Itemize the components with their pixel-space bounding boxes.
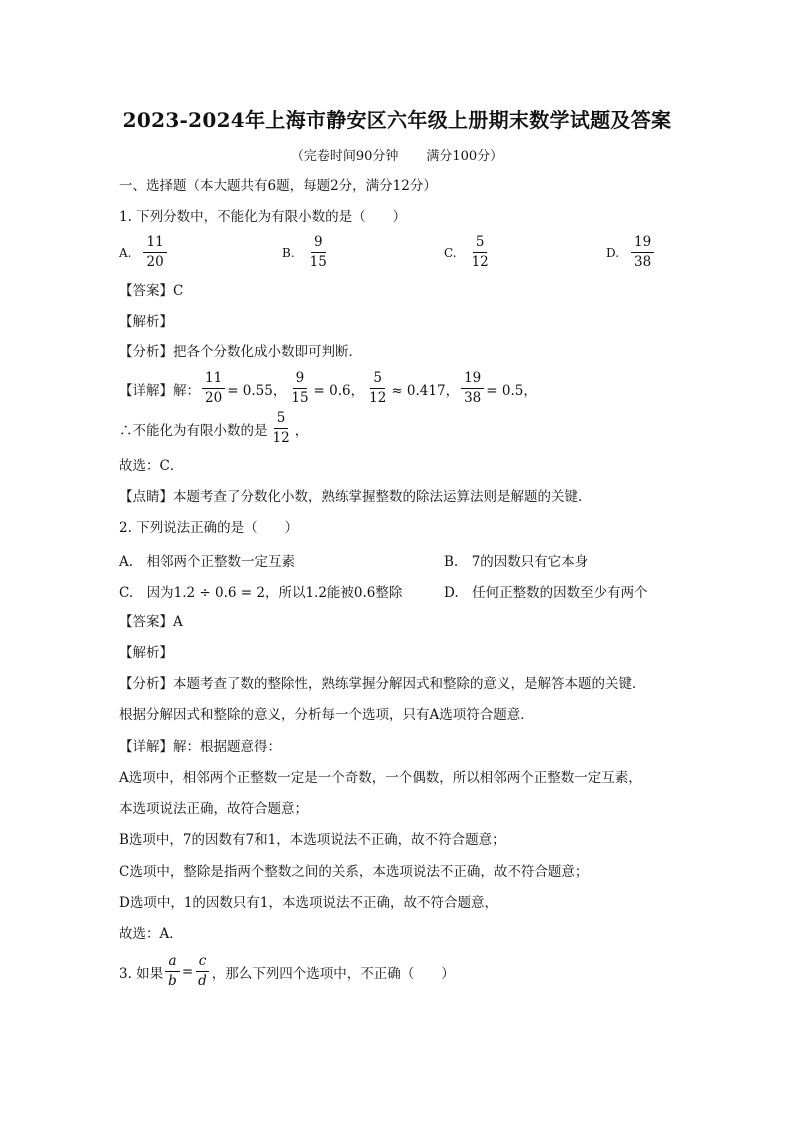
q2-option-a: A. 相邻两个正整数一定互素 [119,554,296,570]
exam-time: （完卷时间90分钟 [290,149,399,164]
punctuation: ， [294,422,309,439]
q2-analysis: 【分析】本题考查了数的整除性，熟练掌握分解因式和整除的意义，是解答本题的关键． [119,676,646,692]
q2-detail: 【详解】解：根据题意得： [119,739,281,755]
q1-analysis-heading: 【解析】 [119,314,173,330]
fraction [270,410,293,447]
stem-prefix: 3. 如果 [119,965,164,982]
numerator: 5 [274,410,289,429]
q2-line-a1: A选项中，相邻两个正整数一定是一个奇数，一个偶数，所以相邻两个正整数一定互素， [119,770,642,786]
denominator: 12 [369,390,387,406]
q1-stem: 1. 下列分数中，不能化为有限小数的是（ ） [119,209,407,225]
section-heading: 一、选择题（本大题共有6题，每题2分，满分12分） [119,178,437,194]
fraction [288,370,311,407]
q1-analysis: 【分析】把各个分数化成小数即可判断． [119,344,362,360]
q2-answer: 【答案】A [119,614,183,630]
numerator: 11 [143,234,166,253]
denominator: d [198,973,207,989]
fraction [366,370,389,407]
q1-comment: 【点睛】本题考查了分数化小数，熟练掌握整数的除法运算法则是解题的关键． [119,489,592,505]
q1-option-a [119,234,169,271]
fraction [202,370,225,407]
q2-stem: 2. 下列说法正确的是（ ） [119,520,299,536]
denominator: 12 [471,254,489,270]
conclusion-text: ∴不能化为有限小数的是 [119,422,268,439]
q2-line-c: C选项中，整除是指两个整数之间的关系，本选项说法不正确，故不符合题意； [119,864,589,880]
page-title: 2023-2024年上海市静安区六年级上册期末数学试题及答案 [122,108,672,132]
fraction [195,953,210,990]
denominator: 20 [205,390,223,406]
option-label: B. [282,245,295,260]
q1-option-b [282,234,332,271]
denominator: 15 [309,254,327,270]
q2-line-d: D选项中，1的因数只有1，本选项说法不正确，故不符合题意， [119,895,499,911]
numerator: 11 [202,370,225,389]
fraction-value: = 0.55， [227,382,287,399]
option-label: C. [444,245,457,260]
numerator: c [196,953,210,972]
denominator: 15 [291,390,309,406]
q2-choose: 故选：A． [119,926,183,942]
fraction [143,234,166,271]
numerator: 9 [311,234,326,253]
detail-prefix: 【详解】解： [119,382,200,399]
exam-score: 满分100分） [426,149,504,164]
numerator: a [165,953,179,972]
numerator: 5 [473,234,488,253]
q1-option-d [606,234,656,271]
fraction [461,370,484,407]
q2-line-b: B选项中，7的因数有7和1，本选项说法不正确，故不符合题意； [119,832,506,848]
denominator: 20 [146,254,164,270]
q1-answer: 【答案】C [119,283,184,299]
q2-analysis-2: 根据分解因式和整除的意义，分析每一个选项，只有A选项符合题意． [119,707,534,723]
fraction-value: = 0.6， [313,382,365,399]
fraction [631,234,654,271]
q2-option-b: B. 7的因数只有它本身 [444,554,589,570]
fraction [165,953,180,990]
q2-option-d: D. 任何正整数的因数至少有两个 [444,585,648,601]
q2-option-c: C. 因为1.2 ÷ 0.6 = 2，所以1.2能被0.6整除 [119,585,403,601]
stem-suffix: ，那么下列四个选项中，不正确（ ） [211,965,455,982]
q1-detail [119,370,537,407]
q1-option-c [444,234,494,271]
q1-conclusion [119,410,308,447]
numerator: 9 [293,370,308,389]
option-label: A. [119,245,132,260]
q1-choose: 故选：C． [119,458,184,474]
numerator: 19 [631,234,654,253]
q2-analysis-heading: 【解析】 [119,645,173,661]
q2-line-a2: 本选项说法正确，故符合题意； [119,801,308,817]
exam-info [0,145,794,164]
fraction [307,234,330,271]
numerator: 5 [370,370,385,389]
denominator: 38 [464,390,482,406]
q3-stem [119,953,455,990]
numerator: 19 [461,370,484,389]
option-label: D. [606,245,620,260]
equals-sign: = [181,963,194,980]
fraction-value: = 0.5， [486,382,537,399]
denominator: b [168,973,177,989]
fraction-value: ≈ 0.417， [391,382,460,399]
fraction [469,234,492,271]
denominator: 12 [272,430,290,446]
denominator: 38 [634,254,652,270]
